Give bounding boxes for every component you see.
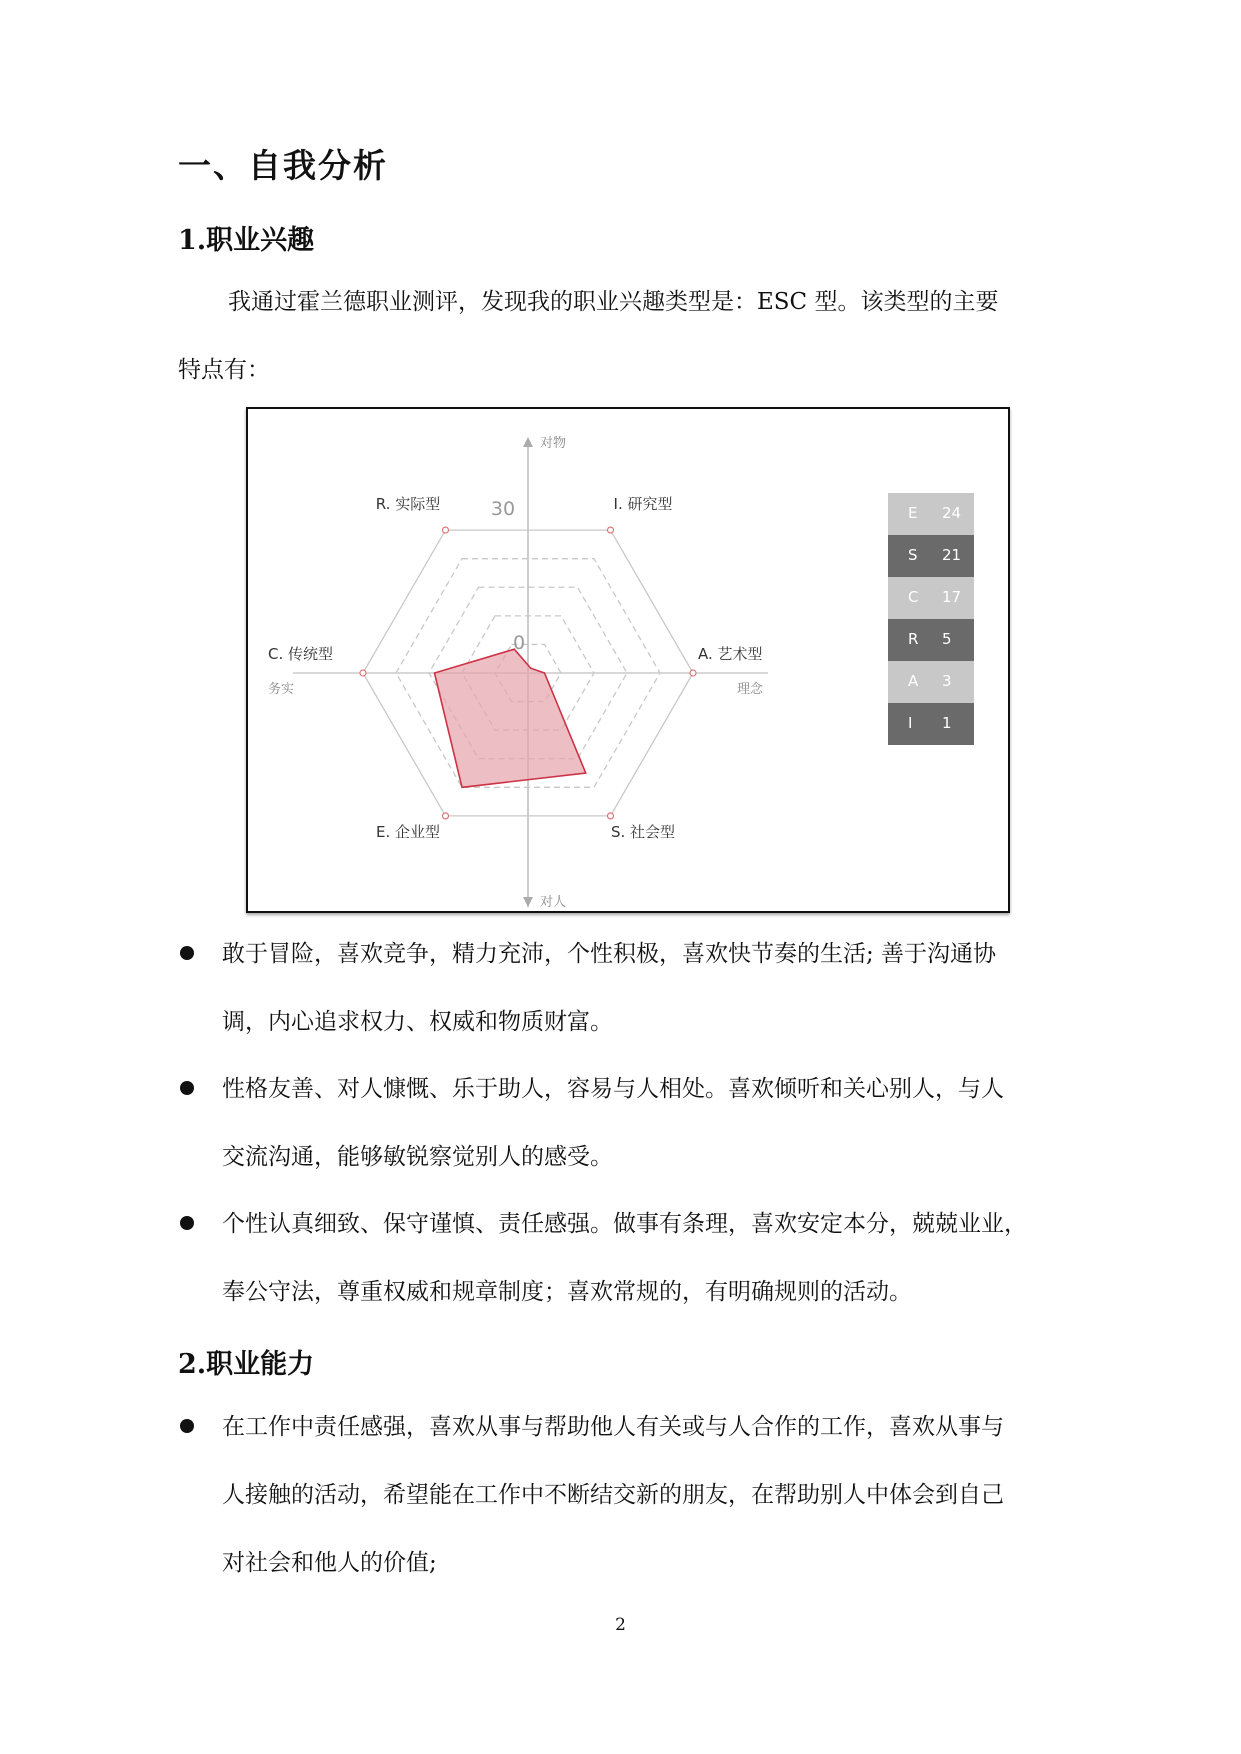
score-value: 5 <box>942 630 952 648</box>
radar-vertex-dot <box>608 527 614 533</box>
score-code: I <box>908 714 913 732</box>
category-label: S. 社会型 <box>610 823 676 841</box>
ability-heading: 2.职业能力 <box>178 1349 315 1380</box>
score-row <box>888 703 974 745</box>
axis-arrow-up-icon <box>523 437 533 447</box>
score-row <box>888 577 974 619</box>
intro-line-1: 我通过霍兰德职业测评，发现我的职业兴趣类型是：ESC 型。该类型的主要 <box>228 289 999 315</box>
category-label: A. 艺术型 <box>698 645 763 663</box>
score-value: 3 <box>942 672 952 690</box>
bullet-line: 交流沟通，能够敏锐察觉别人的感受。 <box>222 1144 613 1170</box>
score-value: 24 <box>942 504 962 522</box>
interest-intro <box>178 268 1068 404</box>
axis-label-bottom: 对人 <box>540 895 567 910</box>
bullet-line: 在工作中责任感强，喜欢从事与帮助他人有关或与人合作的工作，喜欢从事与 <box>222 1414 1004 1440</box>
bullet-line: 人接触的活动，希望能在工作中不断结交新的朋友，在帮助别人中体会到自己 <box>222 1482 1004 1508</box>
score-code: C <box>908 588 919 606</box>
bullet-dot <box>180 1081 194 1095</box>
holland-radar-chart <box>246 407 1010 913</box>
section-title: 一、自我分析 <box>178 146 388 185</box>
interest-bullet-1 <box>180 920 1070 1056</box>
ability-bullet-1 <box>180 1393 1070 1597</box>
bullet-line: 个性认真细致、保守谨慎、责任感强。做事有条理，喜欢安定本分，兢兢业业， <box>222 1211 1027 1237</box>
radar-vertex-dot <box>443 527 449 533</box>
bullet-dot <box>180 1216 194 1230</box>
bullet-line: 对社会和他人的价值; <box>222 1550 437 1576</box>
bullet-dot <box>180 1419 194 1433</box>
scale-min-label: 0 <box>512 632 526 654</box>
bullet-line: 敢于冒险，喜欢竞争，精力充沛，个性积极，喜欢快节奏的生活; 善于沟通协 <box>222 941 997 967</box>
score-code: E <box>908 504 918 522</box>
category-label: R. 实际型 <box>375 495 441 513</box>
bullet-dot <box>180 946 194 960</box>
page-number: 2 <box>615 1615 626 1635</box>
interest-bullet-3 <box>180 1190 1070 1326</box>
interest-bullet-2 <box>180 1055 1070 1191</box>
axis-arrow-down-icon <box>523 897 533 907</box>
bullet-line: 奉公守法，尊重权威和规章制度；喜欢常规的，有明确规则的活动。 <box>222 1279 912 1305</box>
score-code: A <box>908 672 919 690</box>
category-label: I. 研究型 <box>613 495 673 513</box>
radar-data-area <box>435 649 586 787</box>
scale-max-label: 30 <box>490 498 516 520</box>
score-value: 17 <box>942 588 962 606</box>
category-label: E. 企业型 <box>375 823 441 841</box>
score-code: R <box>908 630 919 648</box>
radar-vertex-dot <box>690 670 696 676</box>
intro-line-2: 特点有： <box>178 357 270 383</box>
score-value: 1 <box>942 714 952 732</box>
bullet-line: 调，内心追求权力、权威和物质财富。 <box>222 1009 613 1035</box>
score-code: S <box>908 546 918 564</box>
radar-vertex-dot <box>443 813 449 819</box>
radar-vertex-dot <box>360 670 366 676</box>
score-row <box>888 535 974 577</box>
score-row <box>888 619 974 661</box>
score-value: 21 <box>942 546 962 564</box>
bullet-line: 性格友善、对人慷慨、乐于助人，容易与人相处。喜欢倾听和关心别人，与人 <box>222 1076 1004 1102</box>
interest-heading: 1.职业兴趣 <box>178 225 315 256</box>
radar-vertex-dot <box>608 813 614 819</box>
axis-label-left: 务实 <box>268 682 295 697</box>
category-label: C. 传统型 <box>268 645 334 663</box>
score-row <box>888 661 974 703</box>
axis-label-top: 对物 <box>540 436 567 451</box>
score-row <box>888 493 974 535</box>
axis-label-right: 理念 <box>736 682 763 697</box>
